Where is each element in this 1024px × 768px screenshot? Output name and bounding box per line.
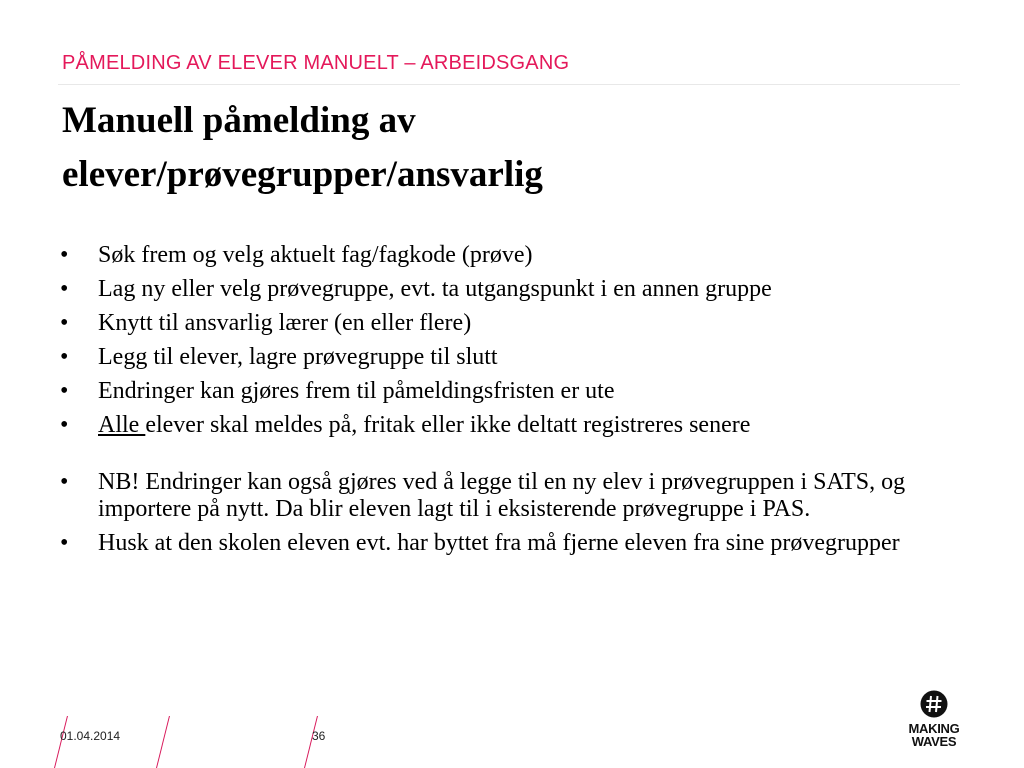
bullet-text: Legg til elever, lagre prøvegruppe til slutt <box>98 344 498 370</box>
bullet-text: Endringer kan gjøres frem til påmeldingsfristen er ute <box>98 378 615 404</box>
bullet-text: Knytt til ansvarlig lærer (en eller flere) <box>98 310 472 336</box>
bullet-item <box>60 530 960 557</box>
bullet-item <box>60 310 960 337</box>
footer-slash-2 <box>156 716 170 768</box>
bullet-dot: • <box>60 310 69 336</box>
bullet-text: Lag ny eller velg prøvegruppe, evt. ta utgangspunkt i en annen gruppe <box>98 276 772 302</box>
bullet-dot: • <box>60 344 69 370</box>
bullet-text-underlined: Alle <box>98 412 146 438</box>
slide-title <box>62 94 962 202</box>
footer-date: 01.04.2014 <box>60 729 121 743</box>
slide-title-line-1: Manuell påmelding av <box>62 100 416 141</box>
page-number: 36 <box>312 729 326 743</box>
bullet-item <box>60 344 960 371</box>
hash-circle-icon <box>920 690 948 718</box>
logo-text-line-1: MAKING <box>908 721 960 736</box>
header-divider <box>58 84 960 85</box>
bullet-item <box>60 378 960 405</box>
logo-text-line-2: WAVES <box>911 734 957 749</box>
bullet-dot: • <box>60 412 69 438</box>
bullet-text: Husk at den skolen eleven evt. har byttet fra må fjerne eleven fra sine prøvegrupper <box>98 530 900 556</box>
bullet-dot: • <box>60 378 69 404</box>
bullet-item <box>60 242 960 269</box>
bullet-text: elever skal meldes på, fritak eller ikke deltatt registreres senere <box>145 412 751 438</box>
bullet-dot: • <box>60 276 69 302</box>
slide-title-line-2: elever/prøvegrupper/ansvarlig <box>62 154 543 195</box>
bullet-list <box>60 242 960 564</box>
bullet-dot: • <box>60 530 69 556</box>
bullet-item <box>60 412 960 439</box>
bullet-item <box>60 276 960 303</box>
bullet-text: Søk frem og velg aktuelt fag/fagkode (prøve) <box>98 242 533 268</box>
bullet-dot: • <box>60 242 69 268</box>
bullet-item <box>60 469 960 523</box>
company-logo <box>900 690 968 754</box>
bullet-text: NB! Endringer kan også gjøres ved å legge til en ny elev i prøvegruppen i SATS, og importere på nytt. Da blir eleven lagt til i eksisterende prøvegruppe i PAS. <box>98 469 906 522</box>
bullet-dot: • <box>60 469 69 495</box>
section-header: PÅMELDING AV ELEVER MANUELT – ARBEIDSGANG <box>62 52 570 74</box>
